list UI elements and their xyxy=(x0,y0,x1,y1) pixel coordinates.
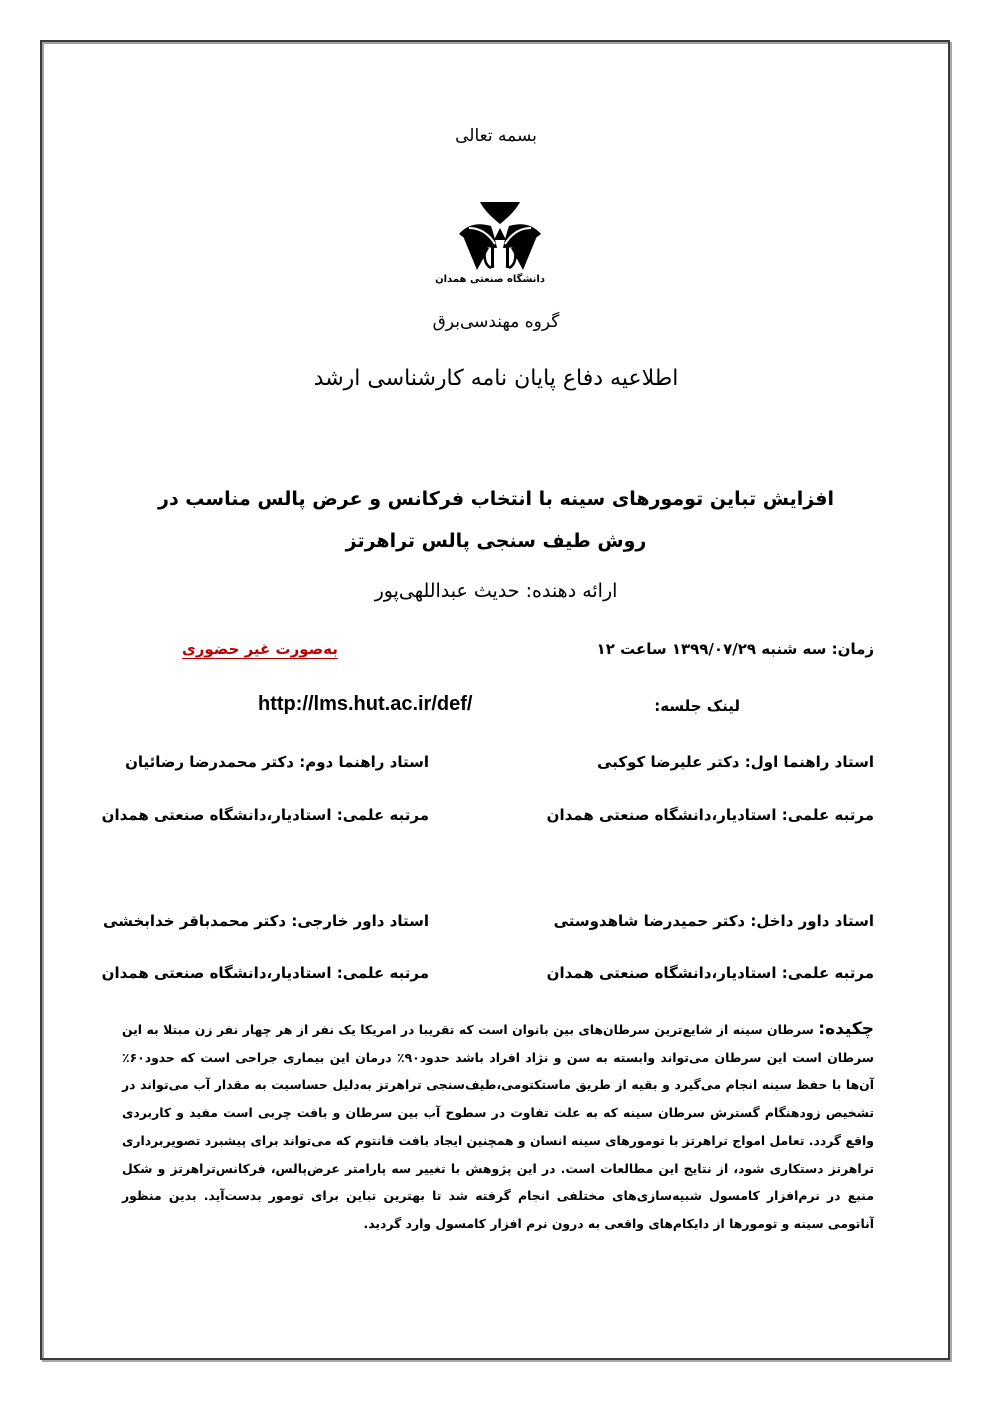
role-label: استاد داور خارجی: xyxy=(291,912,429,930)
committee-second-supervisor xyxy=(125,753,429,771)
member-name: دکتر محمدرضا رضائیان xyxy=(125,753,294,771)
time-label: زمان: xyxy=(831,640,874,658)
external-examiner-rank xyxy=(102,964,429,982)
session-time xyxy=(597,640,874,658)
committee-internal-examiner xyxy=(554,912,874,930)
abstract xyxy=(122,1016,874,1238)
presenter-label: ارائه دهنده: xyxy=(525,580,618,602)
member-name: دکتر علیرضا کوکبی xyxy=(597,753,740,771)
session-mode-badge: به‌صورت غیر حضوری xyxy=(182,640,338,658)
rank-value: استادیار،دانشگاه صنعتی همدان xyxy=(101,964,332,982)
abstract-label: چکیده: xyxy=(818,1019,874,1039)
member-name: دکتر حمیدرضا شاهدوستی xyxy=(553,912,746,930)
time-value: سه شنبه ۱۳۹۹/۰۷/۲۹ ساعت ۱۲ xyxy=(596,640,827,658)
first-supervisor-rank xyxy=(547,806,874,824)
abstract-text: سرطان سینه از شایع‌ترین سرطان‌های بین بانوان است که تقریبا در امریکا یک نفر از هر چهار نفر زن مبتلا به این سرطان است این سرطان می‌تواند وابسته به سن و نژاد افراد باشد حدود۹۰٪ درمان این بیماری جراحی است که حدود۶۰٪ آن‌ها با حفظ سینه انجام می‌گیرد و بقیه از طریق ماستکتومی،طیف‌سنجی تراهرتز به‌دلیل حساسیت به مقدار آب می‌تواند در تشخیص زودهنگام گسترش سرطان سینه که به علت تفاوت در سطوح آب بین سرطان و بافت چربی است مفید و کاربردی واقع گردد. تعامل امواج تراهرتز با تومورهای سینه انسان و همچنین ایجاد بافت فانتوم که می‌تواند برای پیشبرد تصویربرداری تراهرتز دستکاری شود، از نتایج این مطالعات است. در این پژوهش با تغییر سه پارامتر عرض‌پالس، فرکانس‌تراهرتز و شکل منبع در نرم‌افزار کامسول شبیه‌سازی‌های مختلفی انجام گرفته شد تا بهترین تباین برای تومور بدست‌آید. بدین منظور آناتومی سینه و تومورها از دایکام‌های واقعی به درون نرم افزار کامسول وارد گردید. xyxy=(122,1022,874,1231)
rank-value: استادیار،دانشگاه صنعتی همدان xyxy=(546,806,777,824)
university-logo xyxy=(435,198,545,294)
committee-external-examiner xyxy=(103,912,429,930)
rank-value: استادیار،دانشگاه صنعتی همدان xyxy=(546,964,777,982)
role-label: استاد راهنما دوم: xyxy=(299,753,429,771)
logo-caption: دانشگاه صنعتی همدان xyxy=(435,274,545,285)
session-link-label: لینک جلسه: xyxy=(654,697,740,715)
rank-label: مرتبه علمی: xyxy=(781,806,874,824)
session-link[interactable]: http://lms.hut.ac.ir/def/ xyxy=(258,693,473,715)
role-label: استاد داور داخل: xyxy=(750,912,874,930)
presenter-line xyxy=(0,580,992,602)
member-name: دکتر محمدباقر خدابخشی xyxy=(103,912,287,930)
internal-examiner-rank xyxy=(547,964,874,982)
rank-label: مرتبه علمی: xyxy=(781,964,874,982)
presenter-name: حدیث عبداللهی‌پور xyxy=(374,580,520,602)
trefoil-logo-icon xyxy=(455,198,545,274)
notice-title: اطلاعیه دفاع پایان نامه کارشناسی ارشد xyxy=(313,366,679,391)
committee-first-supervisor xyxy=(597,753,874,771)
rank-value: استادیار،دانشگاه صنعتی همدان xyxy=(101,806,332,824)
rank-label: مرتبه علمی: xyxy=(336,806,429,824)
thesis-title: افزایش تباین تومورهای سینه با انتخاب فرکانس و عرض پالس مناسب در روش طیف سنجی پالس تراهرتز xyxy=(158,488,834,552)
role-label: استاد راهنما اول: xyxy=(744,753,874,771)
second-supervisor-rank xyxy=(102,806,429,824)
invocation-heading: بسمه تعالی xyxy=(455,126,537,146)
rank-label: مرتبه علمی: xyxy=(336,964,429,982)
department-name: گروه مهندسی‌برق xyxy=(432,312,560,332)
